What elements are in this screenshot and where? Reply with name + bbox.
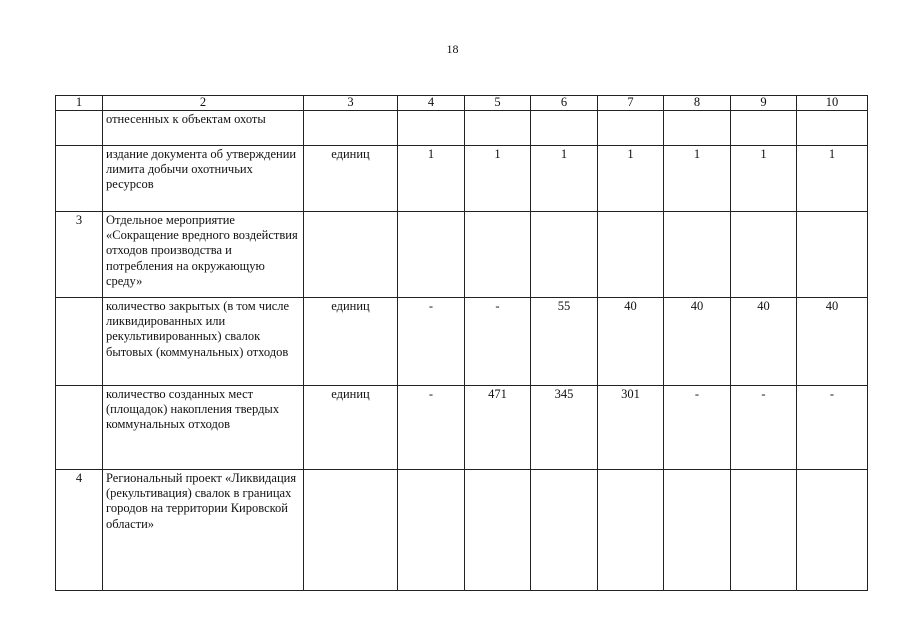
unit-cell: [304, 110, 398, 145]
indicator-name-cell: отнесенных к объектам охоты: [103, 110, 304, 145]
value-cell: 1: [797, 145, 868, 211]
value-cell: [598, 211, 664, 297]
column-header: 2: [103, 96, 304, 111]
value-cell: [465, 469, 531, 590]
page-number: 18: [446, 42, 459, 56]
unit-cell: [304, 211, 398, 297]
value-cell: [598, 469, 664, 590]
value-cell: [398, 211, 465, 297]
value-cell: 1: [598, 145, 664, 211]
column-header: 5: [465, 96, 531, 111]
value-cell: 1: [664, 145, 731, 211]
value-cell: [731, 211, 797, 297]
value-cell: 40: [664, 297, 731, 385]
column-header: 1: [56, 96, 103, 111]
unit-cell: единиц: [304, 297, 398, 385]
value-cell: [531, 211, 598, 297]
indicator-name-cell: Региональный проект «Ликвидация (рекультивация) свалок в границах городов на территории Кировской области»: [103, 469, 304, 590]
indicator-name-cell: количество созданных мест (площадок) накопления твердых коммунальных отходов: [103, 385, 304, 469]
value-cell: 1: [731, 145, 797, 211]
value-cell: 1: [465, 145, 531, 211]
value-cell: 471: [465, 385, 531, 469]
column-header: 7: [598, 96, 664, 111]
indicator-name-cell: издание документа об утверждении лимита добычи охотничьих ресурсов: [103, 145, 304, 211]
value-cell: [731, 469, 797, 590]
value-cell: -: [465, 297, 531, 385]
row-number-cell: [56, 110, 103, 145]
row-number-cell: [56, 145, 103, 211]
unit-cell: [304, 469, 398, 590]
value-cell: -: [731, 385, 797, 469]
data-table: [55, 95, 868, 591]
row-number-cell: 4: [56, 469, 103, 590]
value-cell: [398, 469, 465, 590]
value-cell: 1: [398, 145, 465, 211]
value-cell: -: [398, 385, 465, 469]
value-cell: [797, 110, 868, 145]
value-cell: -: [797, 385, 868, 469]
value-cell: [465, 110, 531, 145]
column-header: 3: [304, 96, 398, 111]
value-cell: 345: [531, 385, 598, 469]
indicator-name-cell: количество закрытых (в том числе ликвидированных или рекультивированных) свалок бытовых (коммунальных) отходов: [103, 297, 304, 385]
column-header: 9: [731, 96, 797, 111]
value-cell: [797, 211, 868, 297]
row-number-cell: [56, 297, 103, 385]
column-header: 10: [797, 96, 868, 111]
row-number-cell: 3: [56, 211, 103, 297]
column-header: 8: [664, 96, 731, 111]
table-row: [56, 211, 868, 297]
value-cell: [731, 110, 797, 145]
column-header: 4: [398, 96, 465, 111]
value-cell: [398, 110, 465, 145]
table-row: [56, 469, 868, 590]
table-row: [56, 110, 868, 145]
value-cell: 40: [598, 297, 664, 385]
row-number-cell: [56, 385, 103, 469]
column-header: 6: [531, 96, 598, 111]
value-cell: [598, 110, 664, 145]
value-cell: -: [664, 385, 731, 469]
table-row: [56, 385, 868, 469]
table-row: [56, 145, 868, 211]
table-row: [56, 297, 868, 385]
table-header-row: [56, 96, 868, 111]
value-cell: 40: [731, 297, 797, 385]
value-cell: [664, 110, 731, 145]
value-cell: [797, 469, 868, 590]
value-cell: [531, 110, 598, 145]
value-cell: [465, 211, 531, 297]
unit-cell: единиц: [304, 145, 398, 211]
value-cell: 301: [598, 385, 664, 469]
value-cell: [664, 211, 731, 297]
value-cell: [531, 469, 598, 590]
indicator-name-cell: Отдельное мероприятие «Сокращение вредного воздействия отходов производства и потребления на окружающую среду»: [103, 211, 304, 297]
value-cell: -: [398, 297, 465, 385]
value-cell: [664, 469, 731, 590]
value-cell: 40: [797, 297, 868, 385]
unit-cell: единиц: [304, 385, 398, 469]
value-cell: 55: [531, 297, 598, 385]
value-cell: 1: [531, 145, 598, 211]
